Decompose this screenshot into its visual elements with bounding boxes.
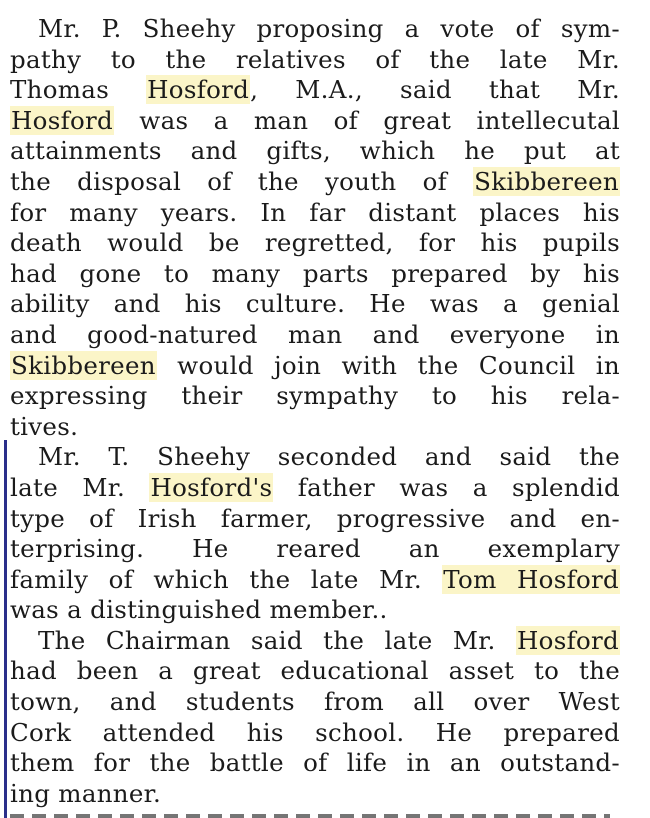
text-segment: and good-natured man and everyone in [10,319,620,349]
text-segment: Mr. P. Sheehy proposing a vote of sym- [38,14,620,43]
text-line [10,442,620,473]
text-line [10,351,620,382]
text-line [10,320,620,351]
text-line [10,534,620,565]
text-line [10,412,620,443]
text-segment: them for the battle of life in an outstand- [10,748,620,778]
text-segment: would join with the Council in [156,350,620,380]
text-segment: was a man of great intellecutal [114,105,620,135]
text-segment: , M.A., said that Mr. [250,75,620,105]
text-line [10,748,620,779]
text-line [10,504,620,535]
text-line [10,198,620,229]
text-segment: for many years. In far distant places his [10,197,620,227]
highlighted-term: Hosford [147,75,250,105]
text-segment: was a distinguished member.. [10,595,388,625]
text-line [10,14,620,45]
text-segment: The Chairman said the late Mr. [38,625,516,655]
text-segment: Thomas [10,75,147,105]
text-line [10,136,620,167]
text-segment: death would be regretted, for his pupils [10,228,620,258]
text-line [10,106,620,137]
text-segment: type of Irish farmer, progressive and en- [10,503,620,533]
text-line [10,228,620,259]
text-segment: expressing their sympathy to his rela- [10,381,620,411]
article-text [10,14,620,809]
text-segment: had gone to many parts prepared by his [10,258,620,288]
highlighted-term: Skibbereen [11,350,156,380]
text-segment: attainments and gifts, which he put at [10,136,620,166]
text-line [10,45,620,76]
text-segment: terprising. He reared an exemplary [10,534,620,564]
text-segment: ing manner. [10,778,162,808]
page-margin [624,0,650,818]
text-segment: late Mr. [10,472,150,502]
text-line [10,565,620,596]
text-line [10,595,620,626]
text-line [10,687,620,718]
text-segment: Mr. T. Sheehy seconded and said the [38,442,620,472]
text-line [10,626,620,657]
text-line [10,167,620,198]
text-line [10,381,620,412]
text-segment: tives. [10,411,79,441]
highlighted-term: Tom Hosford [443,564,619,594]
text-segment: ability and his culture. He was a genial [10,289,620,319]
text-line [10,656,620,687]
text-line [10,779,620,810]
text-line [10,289,620,320]
text-line [10,473,620,504]
cut-off-next-line [10,808,610,818]
text-segment: pathy to the relatives of the late Mr. [10,44,620,74]
highlighted-term: Hosford [11,105,114,135]
text-line [10,259,620,290]
text-line [10,718,620,749]
text-segment: town, and students from all over West [10,687,620,717]
text-segment: the disposal of the youth of [10,166,474,196]
text-segment: Cork attended his school. He prepared [10,717,620,747]
highlighted-term: Hosford's [150,472,273,502]
text-segment: had been a great educational asset to the [10,656,620,686]
text-segment: father was a splendid [273,472,620,502]
text-line [10,75,620,106]
highlighted-term: Skibbereen [474,166,619,196]
column-edge-rule [4,440,7,818]
highlighted-term: Hosford [516,625,619,655]
text-segment: family of which the late Mr. [10,564,443,594]
